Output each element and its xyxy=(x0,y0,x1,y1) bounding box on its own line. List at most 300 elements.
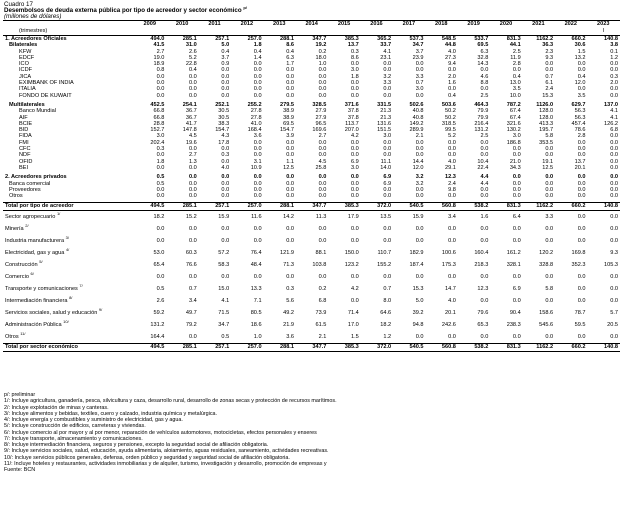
row-label-text: JICA xyxy=(19,73,32,80)
value-cell: 0.0 xyxy=(189,274,197,281)
value-cell: 0.0 xyxy=(545,174,554,181)
value-cell: 3.3 xyxy=(545,214,554,221)
value-cell: 15.3 xyxy=(412,286,424,293)
value-cell: 13.5 xyxy=(380,214,392,221)
value-cell: 0.0 xyxy=(383,226,392,233)
value-cell: 0.0 xyxy=(383,186,392,193)
value-cell: 3.2 xyxy=(383,73,392,80)
value-cell: 27.8 xyxy=(250,114,262,121)
value-cell: 73.9 xyxy=(315,310,327,317)
value-cell: 1.3 xyxy=(189,158,197,165)
value-cell: 27.3 xyxy=(445,54,456,61)
value-cell: 0.1 xyxy=(610,48,618,55)
value-cell: 3.0 xyxy=(350,164,359,171)
value-cell: 1.4 xyxy=(253,54,262,61)
value-cell: 0.0 xyxy=(221,238,230,245)
value-cell: 0.0 xyxy=(383,238,392,245)
value-cell: 0.0 xyxy=(577,286,586,293)
row-label-text: FONDO DE KUWAIT xyxy=(19,92,72,99)
value-cell: 27.9 xyxy=(315,108,327,115)
value-cell: 2.8 xyxy=(577,133,586,140)
value-cell: 0.0 xyxy=(610,174,618,181)
value-cell: 80.5 xyxy=(250,310,262,317)
value-cell: 27.8 xyxy=(250,108,262,115)
value-cell: 1.7 xyxy=(286,61,294,68)
value-cell: 0.0 xyxy=(480,226,489,233)
footnote: 1/: Incluye agricultura, ganadería, pesca, silvicultura y caza, desarrollo rural, desarrollo de zonas secas y protección de recursos marítimos. xyxy=(4,398,337,405)
title-footnote-ref: p/ xyxy=(243,5,247,10)
value-cell: 4.0 xyxy=(448,158,456,165)
value-cell: 44.1 xyxy=(509,42,521,49)
value-cell: 0.7 xyxy=(415,80,424,87)
value-cell: 5.0 xyxy=(221,42,230,49)
value-cell: 69.5 xyxy=(283,120,294,127)
value-cell: 331.5 xyxy=(377,101,392,108)
value-cell: 0.0 xyxy=(480,298,489,305)
value-cell: 121.9 xyxy=(279,250,294,257)
value-cell: 457.4 xyxy=(571,120,586,127)
value-cell: 41.5 xyxy=(153,42,165,49)
value-cell: 2.6 xyxy=(189,48,197,55)
value-cell: 1.5 xyxy=(577,48,586,55)
value-cell: 0.0 xyxy=(253,73,262,80)
value-cell: 1.8 xyxy=(156,158,165,165)
row-label-text: Comercio xyxy=(5,274,29,281)
value-cell: 0.0 xyxy=(415,67,424,74)
value-cell: 0.0 xyxy=(286,226,294,233)
value-cell: 65.3 xyxy=(477,322,489,329)
value-cell: 69.5 xyxy=(477,42,489,49)
value-cell: 0.0 xyxy=(545,226,554,233)
value-cell: 34.7 xyxy=(412,42,424,49)
value-cell: 8.6 xyxy=(350,54,359,61)
value-cell: 48.4 xyxy=(250,262,262,269)
value-cell: 10.0 xyxy=(509,92,521,99)
value-cell: 96.5 xyxy=(315,120,327,127)
value-cell: 0.0 xyxy=(383,61,392,68)
value-cell: 0.0 xyxy=(512,334,521,341)
year-header: 2023 xyxy=(587,21,620,29)
value-cell: 0.5 xyxy=(156,174,165,181)
value-cell: 0.0 xyxy=(512,152,521,159)
value-cell: 0.0 xyxy=(350,193,359,200)
row-label xyxy=(3,295,134,307)
value-cell: 44.8 xyxy=(445,42,456,49)
value-cell: 413.3 xyxy=(539,120,554,127)
row-label-text: Total por tipo de acreedor xyxy=(5,203,74,210)
value-cell: 0.0 xyxy=(253,274,262,281)
value-cell: 59.5 xyxy=(574,322,586,329)
footnote-ref: 8/ xyxy=(69,295,73,301)
value-cell: 3.4 xyxy=(448,214,456,221)
value-cell: 0.0 xyxy=(156,86,165,93)
value-cell: 29.1 xyxy=(445,164,456,171)
value-cell: 140.8 xyxy=(587,344,620,352)
value-cell: 147.8 xyxy=(182,127,197,134)
value-cell: 2.4 xyxy=(448,180,456,187)
value-cell: 0.0 xyxy=(480,86,489,93)
value-cell: 257.1 xyxy=(199,344,231,352)
row-label-text: Otros xyxy=(9,193,23,200)
value-cell: 0.4 xyxy=(221,48,230,55)
footnote-ref: 6/ xyxy=(30,271,34,277)
value-cell: 0.0 xyxy=(512,298,521,305)
value-cell: 130.2 xyxy=(506,127,521,134)
value-cell: 88.1 xyxy=(315,250,327,257)
value-cell: 11.9 xyxy=(510,54,521,61)
value-cell: 0.4 xyxy=(253,48,262,55)
value-cell: 150.0 xyxy=(344,250,359,257)
value-cell: 0.0 xyxy=(480,152,489,159)
table-row xyxy=(3,331,620,344)
row-label xyxy=(3,331,134,344)
value-cell: 3.0 xyxy=(415,86,424,93)
value-cell: 13.2 xyxy=(574,54,586,61)
value-cell: 0.0 xyxy=(156,164,165,171)
value-cell: 4.5 xyxy=(189,133,197,140)
year-header: 2018 xyxy=(426,21,458,29)
value-cell: 0.0 xyxy=(156,226,165,233)
value-cell: 242.6 xyxy=(441,322,456,329)
value-cell: 0.0 xyxy=(383,139,392,146)
value-cell: 0.0 xyxy=(189,238,197,245)
value-cell: 0.0 xyxy=(221,146,230,153)
value-cell: 288.1 xyxy=(264,344,296,352)
value-cell: 20.1 xyxy=(574,164,586,171)
value-cell: 0.0 xyxy=(480,334,489,341)
value-cell: 0.0 xyxy=(577,174,586,181)
row-label-text: Intermediación financiera xyxy=(5,298,68,305)
row-label xyxy=(3,235,134,247)
value-cell: 131.2 xyxy=(474,127,489,134)
value-cell: 0.0 xyxy=(448,274,456,281)
value-cell: 0.0 xyxy=(221,274,230,281)
value-cell: 0.0 xyxy=(156,152,165,159)
footnote: 8/: Incluye intermediación financiera, seguros y pensiones, excepto la seguridad social de afiliación obligatoria. xyxy=(4,442,269,448)
year-header: 2012 xyxy=(231,21,263,29)
row-label-text: ICO xyxy=(19,61,29,68)
value-cell: 30.6 xyxy=(574,42,586,49)
value-cell: 12.0 xyxy=(412,164,424,171)
value-cell: 66.8 xyxy=(153,108,165,115)
value-cell: 0.0 xyxy=(286,73,294,80)
value-cell: 372.0 xyxy=(361,203,393,211)
value-cell: 103.8 xyxy=(312,262,327,269)
value-cell: 0.0 xyxy=(221,86,230,93)
value-cell: 3.0 xyxy=(512,133,521,140)
value-cell: 5.8 xyxy=(545,133,554,140)
value-cell: 1.8 xyxy=(253,42,262,49)
value-cell: 9.8 xyxy=(448,186,456,193)
footnote-ref: 11/ xyxy=(20,331,26,337)
value-cell: 0.0 xyxy=(318,274,327,281)
value-cell: 1.0 xyxy=(253,334,262,341)
value-cell: 1126.0 xyxy=(536,101,554,108)
value-cell: 0.0 xyxy=(253,86,262,93)
value-cell: 0.0 xyxy=(610,133,618,140)
value-cell: 787.2 xyxy=(506,101,521,108)
value-cell: 186.8 xyxy=(506,139,521,146)
value-cell: 7.1 xyxy=(253,298,262,305)
value-cell: 11.3 xyxy=(315,214,327,221)
value-cell: 0.0 xyxy=(383,193,392,200)
value-cell: 3.0 xyxy=(156,133,165,140)
value-cell: 0.0 xyxy=(610,226,618,233)
row-header-label: (trimestres) xyxy=(3,28,134,36)
value-cell: 19.1 xyxy=(542,158,554,165)
value-cell: 0.0 xyxy=(286,152,294,159)
value-cell: 831.3 xyxy=(506,36,521,42)
value-cell: 0.0 xyxy=(318,139,327,146)
value-cell: 0.0 xyxy=(577,152,586,159)
value-cell: 285.1 xyxy=(182,36,197,42)
value-cell: 0.0 xyxy=(610,86,618,93)
value-cell: 76.4 xyxy=(250,250,262,257)
value-cell: 155.2 xyxy=(377,262,392,269)
value-cell: 0.0 xyxy=(577,61,586,68)
value-cell: 0.0 xyxy=(610,193,618,200)
value-cell: 154.7 xyxy=(215,127,230,134)
value-cell: 195.7 xyxy=(539,127,554,134)
row-label xyxy=(3,307,134,319)
period-header xyxy=(555,28,587,36)
period-header xyxy=(426,28,458,36)
value-cell: 6.4 xyxy=(512,214,521,221)
value-cell: 53.0 xyxy=(153,250,165,257)
value-cell: 0.0 xyxy=(221,158,230,165)
value-cell: 0.0 xyxy=(221,193,230,200)
value-cell: 0.0 xyxy=(577,214,586,221)
value-cell: 2.8 xyxy=(512,61,521,68)
value-cell: 0.0 xyxy=(318,92,327,99)
row-label-text: BID xyxy=(19,127,29,134)
value-cell: 0.0 xyxy=(383,146,392,153)
value-cell: 57.2 xyxy=(218,250,230,257)
value-cell: 0.0 xyxy=(512,180,521,187)
value-cell: 0.0 xyxy=(350,86,359,93)
value-cell: 21.3 xyxy=(380,114,392,121)
value-cell: 0.0 xyxy=(610,92,618,99)
value-cell: 4.4 xyxy=(480,174,489,181)
value-cell: 538.2 xyxy=(458,344,490,352)
value-cell: 0.0 xyxy=(350,298,359,305)
value-cell: 94.8 xyxy=(412,322,424,329)
value-cell: 0.3 xyxy=(156,146,165,153)
value-cell: 257.1 xyxy=(199,203,231,211)
value-cell: 38.3 xyxy=(218,120,230,127)
value-cell: 0.4 xyxy=(577,73,586,80)
value-cell: 0.2 xyxy=(318,48,327,55)
value-cell: 0.0 xyxy=(221,186,230,193)
value-cell: 3.3 xyxy=(383,80,392,87)
footnote: 11/: Incluye hoteles y restaurantes, actividades inmobiliarias y de alquiler, turismo, investigación y desarrollo, promoción de empresas y xyxy=(4,460,327,467)
value-cell: 19.2 xyxy=(315,42,327,49)
year-header: 2017 xyxy=(393,21,425,29)
value-cell: 12.5 xyxy=(542,164,554,171)
value-cell: 3.9 xyxy=(286,133,294,140)
value-cell: 0.0 xyxy=(415,334,424,341)
value-cell: 0.0 xyxy=(318,238,327,245)
value-cell: 5.7 xyxy=(610,310,618,317)
value-cell: 0.0 xyxy=(545,238,554,245)
year-header: 2016 xyxy=(361,21,393,29)
value-cell: 0.0 xyxy=(286,186,294,193)
value-cell: 0.0 xyxy=(156,73,165,80)
value-cell: 0.0 xyxy=(480,193,489,200)
row-label-text: NDF xyxy=(19,152,31,159)
data-table xyxy=(3,20,620,352)
value-cell: 0.0 xyxy=(577,238,586,245)
value-cell: 17.9 xyxy=(347,214,359,221)
value-cell: 0.0 xyxy=(189,86,197,93)
row-label xyxy=(3,319,134,331)
period-header xyxy=(199,28,231,36)
value-cell: 30.5 xyxy=(218,114,230,121)
value-cell: 347.7 xyxy=(296,344,328,352)
value-cell: 21.3 xyxy=(380,108,392,115)
value-cell: 36.3 xyxy=(542,42,554,49)
value-cell: 0.0 xyxy=(577,186,586,193)
value-cell: 3.7 xyxy=(221,54,230,61)
value-cell: 56.3 xyxy=(574,108,586,115)
value-cell: 0.0 xyxy=(415,92,424,99)
value-cell: 4.2 xyxy=(350,286,359,293)
table-row xyxy=(3,307,620,319)
row-label-text: Bilaterales xyxy=(9,42,38,49)
value-cell: 6.3 xyxy=(480,48,489,55)
value-cell: 218.3 xyxy=(474,262,489,269)
row-label xyxy=(3,344,134,352)
table-row xyxy=(3,319,620,331)
value-cell: 99.5 xyxy=(445,127,456,134)
value-cell: 3.0 xyxy=(383,133,392,140)
value-cell: 8.8 xyxy=(480,80,489,87)
value-cell: 34.3 xyxy=(509,164,521,171)
footnote: 3/: Incluye alimentos y bebidas, textiles, cuero y calzado, industria química y metalúrgica. xyxy=(4,410,218,417)
value-cell: 3.5 xyxy=(512,86,521,93)
value-cell: 533.7 xyxy=(474,36,489,42)
value-cell: 19.0 xyxy=(153,54,165,61)
value-cell: 9.4 xyxy=(448,61,456,68)
value-cell: 289.9 xyxy=(409,127,424,134)
value-cell: 100.6 xyxy=(441,250,456,257)
value-cell: 0.0 xyxy=(253,92,262,99)
value-cell: 0.0 xyxy=(318,146,327,153)
table-title-text: Desembolsos de deuda externa pública por tipo de acreedor y sector económico xyxy=(4,7,242,14)
value-cell: 33.7 xyxy=(380,42,392,49)
value-cell: 90.4 xyxy=(509,310,521,317)
year-header: 2019 xyxy=(458,21,490,29)
value-cell: 12.0 xyxy=(574,80,586,87)
value-cell: 9.3 xyxy=(610,250,618,257)
value-cell: 629.7 xyxy=(571,101,586,108)
value-cell: 0.0 xyxy=(221,180,230,187)
value-cell: 0.0 xyxy=(286,193,294,200)
value-cell: 660.2 xyxy=(555,344,587,352)
value-cell: 152.7 xyxy=(150,127,165,134)
value-cell: 560.8 xyxy=(426,344,458,352)
value-cell: 3.8 xyxy=(610,42,618,49)
value-cell: 23.9 xyxy=(412,54,424,61)
value-cell: 0.0 xyxy=(318,186,327,193)
value-cell: 207.0 xyxy=(344,127,359,134)
value-cell: 0.0 xyxy=(448,146,456,153)
value-cell: 0.4 xyxy=(189,67,197,74)
row-label-text: Banca comercial xyxy=(9,180,51,187)
row-label-text: OFID xyxy=(19,158,33,165)
value-cell: 0.0 xyxy=(286,146,294,153)
value-cell: 15.0 xyxy=(218,286,230,293)
value-cell: 452.5 xyxy=(150,101,165,108)
value-cell: 254.1 xyxy=(182,101,197,108)
year-header: 2010 xyxy=(166,21,198,29)
value-cell: 2.7 xyxy=(318,133,327,140)
period-header xyxy=(166,28,198,36)
value-cell: 0.0 xyxy=(350,238,359,245)
row-label-text: Sector agropecuario xyxy=(5,214,56,221)
year-header: 2022 xyxy=(555,21,587,29)
value-cell: 0.4 xyxy=(448,92,456,99)
value-cell: 0.0 xyxy=(286,174,294,181)
value-cell: 131.6 xyxy=(377,120,392,127)
value-cell: 0.0 xyxy=(286,86,294,93)
value-cell: 503.6 xyxy=(441,101,456,108)
value-cell: 0.0 xyxy=(610,146,618,153)
value-cell: 0.0 xyxy=(610,139,618,146)
value-cell: 238.3 xyxy=(506,322,521,329)
value-cell: 0.0 xyxy=(512,67,521,74)
value-cell: 328.1 xyxy=(506,262,521,269)
value-cell: 0.0 xyxy=(577,146,586,153)
value-cell: 0.0 xyxy=(610,180,618,187)
value-cell: 0.0 xyxy=(415,226,424,233)
value-cell: 321.6 xyxy=(506,120,521,127)
value-cell: 0.0 xyxy=(415,186,424,193)
value-cell: 0.0 xyxy=(610,67,618,74)
value-cell: 1.8 xyxy=(350,73,359,80)
value-cell: 0.0 xyxy=(415,238,424,245)
value-cell: 0.0 xyxy=(318,152,327,159)
value-cell: 0.5 xyxy=(221,334,230,341)
header-row xyxy=(3,21,620,29)
row-label xyxy=(3,223,134,235)
value-cell: 0.0 xyxy=(610,152,618,159)
value-cell: 14.3 xyxy=(477,61,489,68)
value-cell: 372.0 xyxy=(361,344,393,352)
row-label-text: Transporte y comunicaciones xyxy=(5,286,78,293)
value-cell: 0.0 xyxy=(512,226,521,233)
value-cell: 318.5 xyxy=(441,120,456,127)
value-cell: 3.5 xyxy=(577,92,586,99)
value-cell: 347.7 xyxy=(296,203,328,211)
value-cell: 2.1 xyxy=(415,133,424,140)
value-cell: 1.2 xyxy=(610,54,618,61)
footnote-ref: 3/ xyxy=(65,235,69,241)
period-header xyxy=(134,28,166,36)
total-row xyxy=(3,344,620,352)
footnote-ref: 9/ xyxy=(98,307,103,313)
value-cell: 1.0 xyxy=(318,61,327,68)
value-cell: 105.3 xyxy=(604,262,618,269)
value-cell: 660.2 xyxy=(555,203,587,211)
value-cell: 2.0 xyxy=(610,80,618,87)
value-cell: 123.2 xyxy=(344,262,359,269)
value-cell: 0.0 xyxy=(350,180,359,187)
value-cell: 0.0 xyxy=(383,92,392,99)
value-cell: 0.7 xyxy=(545,73,554,80)
value-cell: 0.0 xyxy=(610,274,618,281)
value-cell: 37.8 xyxy=(347,108,359,115)
